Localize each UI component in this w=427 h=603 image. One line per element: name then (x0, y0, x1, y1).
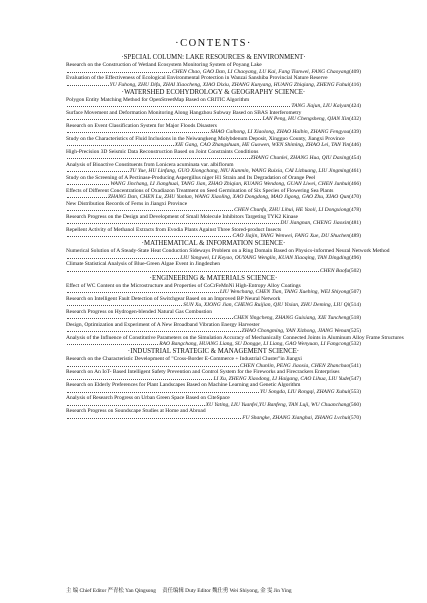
article-title: Research on Event Classification System for Major Floods Disasters (66, 122, 217, 129)
dot-leader (67, 210, 233, 211)
toc-entry[interactable] (66, 188, 361, 201)
dot-leader (67, 184, 109, 185)
article-authors: CAO Jiajin, YANG Wenwei, FANG Xue, DU Shuchen (232, 233, 350, 240)
toc-entry[interactable] (66, 97, 361, 110)
article-title: Evaluation of the Effectiveness of Ecological Environmental Protection in Wanzai Sanshiba Provincial Nature Reserve (66, 75, 328, 82)
dot-leader (67, 271, 319, 272)
article-title: Repellent Activity of Methanol Extracts from Evodia Plants Against Three Stored-product Insects (66, 226, 282, 233)
page-number: (496) (349, 254, 361, 261)
article-authors: CHEN Yingcheng, ZHANG Guixiang, XIE Tuncheng (233, 315, 350, 322)
article-title: Research on Intelligent Fault Detection of Switchgear Based on an Improved BP Neural Network (66, 295, 281, 302)
dot-leader (67, 258, 179, 259)
dot-leader (67, 292, 219, 293)
toc-entry[interactable] (66, 110, 361, 123)
page-number: (507) (349, 289, 361, 296)
article-title: Effects of Different Concentrations of Oxadiazon Treatment on Seed Germination of Six Species of Flowering Sea Plants (66, 187, 334, 194)
page-number: (532) (349, 341, 361, 348)
article-authors: ZHANG Chunlei, ZHANG Hua, QIU Daxing (250, 155, 350, 162)
dot-leader (67, 318, 233, 319)
section-heading: ·MATHEMATICAL & INFORMATION SCIENCE· (141, 240, 286, 248)
page-number: (470) (349, 194, 361, 201)
page-number: (560) (349, 401, 361, 408)
article-title: Analysis of Bioactive Constituents from Lonicera acuminata var. albiflorum (66, 161, 234, 168)
page-number: (466) (349, 181, 361, 188)
article-authors: FU Shangke, ZHANG Xianghai, ZHANG Lvchui (242, 414, 350, 421)
toc-entry[interactable] (66, 369, 361, 382)
toc-entry[interactable] (66, 382, 361, 395)
article-authors: TANG Jiajun, LIU Kaiyan (291, 103, 350, 110)
article-authors: SUN Xu, XIONG Jian, CHENG Ruijian, QIU Yixian, ZHU Deming, LIU Qi (183, 302, 350, 309)
toc-entry[interactable] (66, 395, 361, 408)
article-authors: LIU Yangwei, LI Keyao, OUYANG Wenglin, KUAN Xiaoqing, TAN Dingding (180, 254, 350, 261)
toc-entry[interactable] (66, 309, 361, 322)
toc-entry[interactable] (66, 123, 361, 136)
article-authors: WANG Jinchang, LI Jianghuai, TANG Jian, ZHAO Zhiqian, KUANG Wendong, GUAN Liwei, CHEN Junhui (110, 181, 350, 188)
dot-leader (67, 305, 182, 306)
article-authors: LIU Wenchang, CHEN Tian, TANG Xuebing, WEI Shiyong (219, 289, 350, 296)
article-authors: CHEN Chao, GAO Dan, LI Chaoyang, LU Kai, Fang Tianwei, FANG Chaoyang (171, 68, 350, 75)
article-authors: TU Yue, HU Linfang, GUO Xiongchang, NIU Kunmin, WANG Ruixia, CAI Lizhuang, LIU Jingming (129, 168, 350, 175)
page-number: (446) (349, 142, 361, 149)
page-number: (454) (349, 155, 361, 162)
article-title: Analysis of Research Progress on Urban Green Space Based on CiteSpace (66, 395, 230, 402)
toc-entry[interactable] (66, 214, 361, 227)
page-number: (416) (349, 81, 361, 88)
page-number: (478) (349, 207, 361, 214)
dot-leader (67, 171, 129, 172)
article-title: New Distribution Records of Ferns in Jiangxi Province (66, 200, 188, 207)
article-title: Surface Movement and Deformation Monitoring Along Hangzhou Subway Based on SBAS Interferometry (66, 109, 302, 116)
article-authors: XIE Gang, CAO Zhangshuan, HE Guowen, WEN Shiming, ZHAO Lei, TAN Yin (174, 142, 350, 149)
page-number: (502) (349, 267, 361, 274)
section-heading: ·INDUSTRIAL STRATEGIC & MANAGEMENT SCIENCE· (127, 348, 300, 356)
article-authors: SHAO Caihong, LI Xiaolong, ZHAO Haibin, ZHANG Fengyou (210, 129, 350, 136)
toc-entry[interactable] (66, 75, 361, 88)
dot-leader (67, 119, 261, 120)
article-authors: LAN Peng, HU Chengsheng, QIAN Xin (262, 116, 350, 123)
article-title: Research Progress on the Design and Development of Small Molecule Inhibitors Targeting TYK2 Kinase (66, 213, 298, 220)
article-title: Design, Optimization and Experiment of A New Broadband Vibration Energy Harvester (66, 321, 260, 328)
article-title: Research Progress on Soundscape Studies at Home and Abroad (66, 408, 206, 415)
page-number: (570) (349, 414, 361, 421)
dot-leader (67, 331, 241, 332)
page-number: (481) (349, 220, 361, 227)
toc-entry[interactable] (66, 296, 361, 309)
dot-leader (67, 223, 279, 224)
page-number: (553) (349, 388, 361, 395)
toc-entry[interactable] (66, 356, 361, 369)
dot-leader (67, 85, 109, 86)
article-authors: ZHAO Chongming, YAN Xizhong, JIANG Wenan (241, 328, 350, 335)
toc-entry[interactable] (66, 283, 361, 296)
article-title: Effect of WC Content on the Microstructure and Properties of CoCrFeMnNi High-Entropy Alloy Coatings (66, 282, 301, 289)
toc-entry[interactable] (66, 149, 361, 162)
page-number: (541) (349, 362, 361, 369)
article-title: Polygon Entity Matching Method for OpenStreetMap Based on CRITIC Algorithm (66, 96, 250, 103)
chief-editor: 主 编 Chief Editor 严青松 Yan Qingsong (66, 588, 156, 594)
toc-entry[interactable] (66, 227, 361, 240)
dot-leader (67, 72, 171, 73)
toc-entry[interactable] (66, 162, 361, 175)
toc-entry[interactable] (66, 175, 361, 188)
dot-leader (67, 418, 241, 419)
section-heading: ·ENGINEERING & MATERIALS SCIENCE· (149, 274, 278, 282)
toc-entry[interactable] (66, 334, 404, 348)
table-of-contents (66, 54, 404, 421)
dot-leader (67, 366, 239, 367)
page-number: (461) (349, 168, 361, 175)
page-number: (409) (349, 68, 361, 75)
dot-leader (67, 145, 174, 146)
article-title: Research on the Construction of Wetland Ecosystem Monitoring System of Poyang Lake (66, 62, 262, 69)
article-authors: RAO Bangchang, HUANG Liang, SU Dongge, LI Liang, GAO Wenyuan, LI Fangcong (159, 341, 350, 348)
dot-leader (67, 392, 259, 393)
toc-entry[interactable] (66, 62, 361, 75)
page-number: (432) (349, 116, 361, 123)
article-authors: CHEN Chunfu, ZHU Lihui, HE Yaoli, LI Dongxiong (234, 207, 350, 214)
article-title: Research on the Characteristic Development of "Cross-Border E-Commerce + Industrial Cluster"in Jiangxi (66, 356, 302, 363)
article-authors: ZHANG Dan, CHEN Lu, ZHU Yunlun, WANG Xiaoling, XAO Dongdong, MAO Jigong, GAO Zhu, XIAO Qun (107, 194, 350, 201)
dot-leader (67, 344, 158, 345)
dot-leader (67, 197, 107, 198)
article-authors: XU Yating, LIU Yuanfei,YU Banfeng, TAN Luji, WU Chuanchang (205, 401, 350, 408)
toc-entry[interactable] (66, 322, 361, 335)
article-authors: CHEN Baofu (319, 267, 350, 274)
page-number: (424) (349, 103, 361, 110)
article-title: Research Progress on Hydrogen-blended Natural Gas Combustion (66, 308, 213, 315)
article-title: Research on Elderly Preferences for Plant Landscapes Based on Machine Learning and Genetic Algorithm (66, 382, 301, 389)
dot-leader (67, 379, 212, 380)
article-authors: CHEN Chunlin, PENG Jiaoxia, CHEN Zhanchao (239, 362, 350, 369)
page-number: (489) (349, 233, 361, 240)
article-title: Study on the Screening of A Pectinase-Producing Aspergillus niger H1 Strain and Its Degradation of Orange Peel (66, 174, 316, 181)
toc-entry[interactable] (66, 248, 390, 261)
dot-leader (67, 405, 205, 406)
section-heading: ·SPECIAL COLUMN: LAKE RESOURCES & ENVIRONMENT· (121, 54, 306, 62)
article-title: Climate Statistical Analysis of Blue-Green Algae Event in Jingdezhen (66, 261, 220, 268)
article-authors: YU Songda, LIU Rongqi, ZHANG Xuhui (260, 388, 350, 395)
section-heading: ·WATERSHED ECOHYDROLOGY & GEOGRAPHY SCIENCE· (121, 88, 306, 96)
toc-entry[interactable] (66, 408, 361, 421)
dot-leader (67, 132, 209, 133)
dot-leader (67, 158, 250, 159)
article-title: High-Precision 3D Seismic Data Reconstruction Based on Joint Constraints Conditions (66, 148, 259, 155)
page-number: (547) (349, 375, 361, 382)
page-number: (439) (349, 129, 361, 136)
article-authors: LI Xu, ZHENG Xiaodong, LI Haigang, CAO Lihua, LIU Yude (213, 375, 350, 382)
toc-entry[interactable] (66, 201, 361, 214)
page-title: ·CONTENTS· (175, 38, 252, 49)
article-title: Analysis of the Influence of Constitutive Parameters on the Simulation Accuracy of Mechanically Connected Joints in Aluminum Alloy Frame Structures (66, 334, 404, 341)
dot-leader (67, 236, 231, 237)
article-title: Research on An IoT- Based Intelligent Safety Prevention and Control System for the Fireworks and Firecrackers Enterprises (66, 369, 340, 376)
page-number: (525) (349, 328, 361, 335)
article-title: Numerical Solution of A Steady-State Heat Conduction Sideways Problem on a Ring Domain Based on Physics-informed Neural Network Method (66, 248, 390, 255)
article-authors: YU Fuhong, ZHU Difu, ZHAI Xiaocheng, XIAO Dixiu, ZHANG Kunyang, HUANG Zhiqiang, ZHENG Fahui (109, 81, 350, 88)
duty-editor: 责任编辑 Duty Editor 魏仕勇 Wei Shiyong, 金 雯 Jin Ying (162, 588, 292, 594)
toc-entry[interactable] (66, 261, 361, 274)
toc-entry[interactable] (66, 136, 361, 149)
page-number: (518) (349, 315, 361, 322)
article-authors: DU Jiangnan, CHENG Jiaoxin (280, 220, 350, 227)
article-title: Study on the Characteristics of Fluid Inclusions in the Neiwangkeng Molybdenum Deposit, Xingguo County, Jiangxi Province (66, 135, 345, 142)
editor-credits (66, 586, 361, 594)
page-number: (514) (349, 302, 361, 309)
dot-leader (67, 106, 290, 107)
